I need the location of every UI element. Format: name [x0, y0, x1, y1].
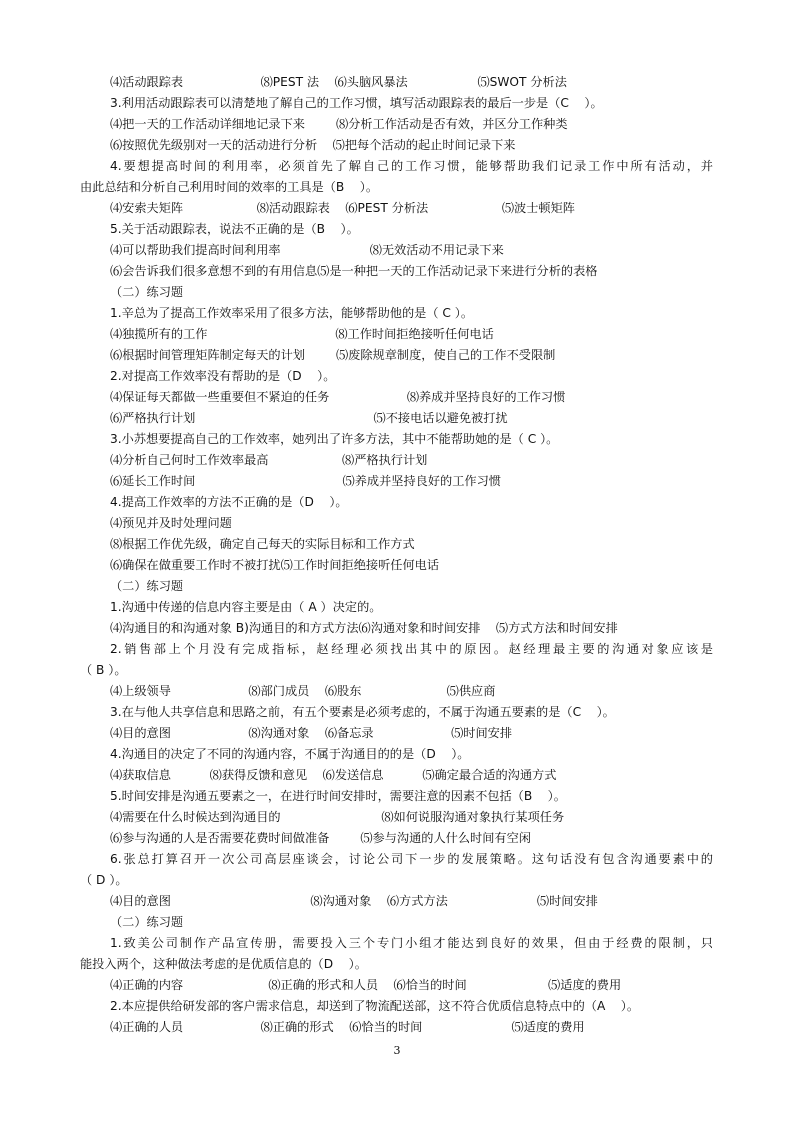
options-line: ⑷保证每天都做一些重要但不紧迫的任务 ⑻养成并坚持良好的工作习惯 [110, 390, 566, 404]
question-line-continued: （ D ）。 [80, 873, 128, 887]
question-line: 3.在与他人共享信息和思路之前，有五个要素是必须考虑的，不属于沟通五要素的是（C ）。 [110, 705, 615, 719]
options-line: ⑷目的意图 ⑻沟通对象 ⑹方式方法 ⑸时间安排 [110, 894, 598, 908]
question-line: 4.沟通目的决定了不同的沟通内容，不属于沟通目的的是（D ）。 [110, 747, 470, 761]
question-line: 2.对提高工作效率没有帮助的是（D ）。 [110, 369, 336, 383]
options-line: ⑹严格执行计划 ⑸不接电话以避免被打扰 [110, 411, 508, 425]
question-line: 5.时间安排是沟通五要素之一，在进行时间安排时，需要注意的因素不包括（B ）。 [110, 789, 566, 803]
question-line: 4.要想提高时间的利用率，必须首先了解自己的工作习惯，能够帮助我们记录工作中所有活动，并 [110, 159, 713, 173]
options-line: ⑷需要在什么时候达到沟通目的 ⑻如何说服沟通对象执行某项任务 [110, 810, 565, 824]
options-line: ⑷把一天的工作活动详细地记录下来 ⑻分析工作活动是否有效，并区分工作种类 [110, 117, 568, 131]
question-line-continued: 由此总结和分析自己利用时间的效率的工具是（B ）。 [80, 180, 379, 194]
options-line: ⑷正确的内容 ⑻正确的形式和人员 ⑹恰当的时间 ⑸适度的费用 [110, 978, 622, 992]
question-line: 6.张总打算召开一次公司高层座谈会，讨论公司下一步的发展策略。这句话没有包含沟通要素中的 [110, 852, 713, 866]
question-line: 3.小苏想要提高自己的工作效率，她列出了许多方法，其中不能帮助她的是（ C ）。 [110, 432, 559, 446]
options-line: ⑷沟通目的和沟通对象 B)沟通目的和方式方法⑹沟通对象和时间安排 ⑸方式方法和时间安排 [110, 621, 618, 635]
options-line: ⑹会告诉我们很多意想不到的有用信息⑸是一种把一天的工作活动记录下来进行分析的表格 [110, 264, 598, 278]
question-line: 1.致美公司制作产品宣传册，需要投入三个专门小组才能达到良好的效果，但由于经费的限制，只 [110, 936, 713, 950]
section-heading: （二）练习题 [110, 579, 184, 593]
options-line: ⑷预见并及时处理问题 [110, 516, 232, 530]
options-line: ⑷可以帮助我们提高时间利用率 ⑻无效活动不用记录下来 [110, 243, 504, 257]
section-heading: （二）练习题 [110, 915, 184, 929]
section-heading: （二）练习题 [110, 285, 184, 299]
options-line: ⑷上级领导 ⑻部门成员 ⑹股东 ⑸供应商 [110, 684, 496, 698]
question-line: 5.关于活动跟踪表，说法不正确的是（B ）。 [110, 222, 359, 236]
options-line: ⑷获取信息 ⑻获得反馈和意见 ⑹发送信息 ⑸确定最合适的沟通方式 [110, 768, 557, 782]
options-line: ⑷安索夫矩阵 ⑻活动跟踪表 ⑹PEST 分析法 ⑸波士顿矩阵 [110, 201, 575, 215]
options-line: ⑷分析自己何时工作效率最高 ⑻严格执行计划 [110, 453, 428, 467]
question-line: 2.销售部上个月没有完成指标，赵经理必须找出其中的原因。赵经理最主要的沟通对象应该是 [110, 642, 713, 656]
options-line: ⑷活动跟踪表 ⑻PEST 法 ⑹头脑风暴法 ⑸SWOT 分析法 [110, 75, 567, 89]
options-line: ⑹按照优先级别对一天的活动进行分析 ⑸把每个活动的起止时间记录下来 [110, 138, 516, 152]
options-line: ⑹参与沟通的人是否需要花费时间做准备 ⑸参与沟通的人什么时间有空闲 [110, 831, 531, 845]
options-line: ⑷目的意图 ⑻沟通对象 ⑹备忘录 ⑸时间安排 [110, 726, 513, 740]
question-line: 3.利用活动跟踪表可以清楚地了解自己的工作习惯，填写活动跟踪表的最后一步是（C ）。 [110, 96, 603, 110]
options-line: ⑹确保在做重要工作时不被打扰⑸工作时间拒绝接听任何电话 [110, 558, 440, 572]
question-line: 2.本应提供给研发部的客户需求信息，却送到了物流配送部，这不符合优质信息特点中的（A ）。 [110, 999, 640, 1013]
options-line: ⑷正确的人员 ⑻正确的形式 ⑹恰当的时间 ⑸适度的费用 [110, 1020, 585, 1034]
question-line: 1.辛总为了提高工作效率采用了很多方法，能够帮助他的是（ C ）。 [110, 306, 474, 320]
options-line: ⑷独揽所有的工作 ⑻工作时间拒绝接听任何电话 [110, 327, 494, 341]
options-line: ⑻根据工作优先级，确定自己每天的实际目标和工作方式 [110, 537, 415, 551]
page-number: 3 [393, 1044, 401, 1057]
options-line: ⑹延长工作时间 ⑸养成并坚持良好的工作习惯 [110, 474, 501, 488]
options-line: ⑹根据时间管理矩阵制定每天的计划 ⑸废除规章制度，使自己的工作不受限制 [110, 348, 556, 362]
question-line: 1.沟通中传递的信息内容主要是由（ A ）决定的。 [110, 600, 382, 614]
question-line-continued: 能投入两个，这种做法考虑的是优质信息的（D ）。 [80, 957, 367, 971]
question-line-continued: （ B ）。 [80, 663, 127, 677]
question-line: 4.提高工作效率的方法不正确的是（D ）。 [110, 495, 348, 509]
